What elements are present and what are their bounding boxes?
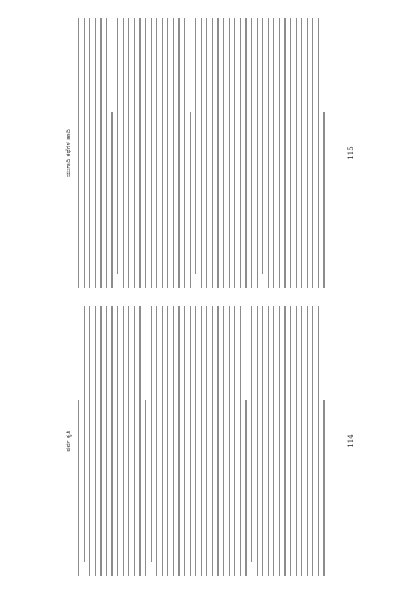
text-line bbox=[139, 18, 140, 288]
text-line bbox=[318, 306, 319, 576]
text-line bbox=[139, 306, 140, 576]
text-line bbox=[251, 306, 252, 562]
text-line bbox=[206, 306, 207, 576]
text-line bbox=[301, 18, 302, 288]
text-line bbox=[229, 18, 230, 288]
right-page bbox=[64, 18, 356, 288]
text-line bbox=[290, 306, 291, 576]
text-line bbox=[106, 306, 107, 576]
text-line bbox=[167, 18, 168, 288]
text-line bbox=[301, 306, 302, 576]
text-line bbox=[273, 18, 274, 288]
text-line bbox=[251, 18, 252, 288]
text-line bbox=[95, 18, 96, 288]
text-line bbox=[312, 18, 313, 288]
text-line bbox=[284, 306, 285, 576]
text-line bbox=[201, 18, 202, 288]
text-line bbox=[123, 306, 124, 576]
text-line bbox=[178, 306, 179, 576]
text-line bbox=[257, 306, 258, 576]
text-line bbox=[195, 306, 196, 576]
text-line bbox=[89, 18, 90, 288]
text-line bbox=[100, 306, 101, 576]
text-line bbox=[84, 18, 85, 288]
right-page-body-text bbox=[78, 18, 325, 288]
text-line bbox=[217, 306, 218, 576]
text-line bbox=[268, 18, 269, 288]
text-line bbox=[173, 18, 174, 288]
text-line bbox=[279, 18, 280, 288]
text-line bbox=[257, 18, 258, 288]
text-line bbox=[240, 18, 241, 288]
text-line bbox=[307, 18, 308, 288]
text-line bbox=[262, 306, 263, 576]
book-gutter bbox=[64, 289, 356, 305]
text-line bbox=[223, 306, 224, 576]
text-line bbox=[323, 401, 324, 577]
text-line bbox=[240, 306, 241, 576]
text-line bbox=[78, 18, 79, 288]
text-line bbox=[134, 306, 135, 576]
right-page-number: 115 bbox=[347, 146, 355, 160]
text-line bbox=[151, 18, 152, 288]
left-page-number: 114 bbox=[347, 434, 355, 448]
text-line bbox=[206, 18, 207, 288]
text-line bbox=[178, 18, 179, 288]
left-page bbox=[64, 306, 356, 576]
text-line bbox=[307, 306, 308, 576]
text-line bbox=[184, 18, 185, 288]
text-line bbox=[95, 306, 96, 576]
text-line bbox=[117, 306, 118, 576]
text-line bbox=[134, 18, 135, 288]
text-line bbox=[312, 306, 313, 576]
text-line bbox=[296, 18, 297, 288]
text-line bbox=[245, 401, 246, 577]
left-page-body-text bbox=[78, 306, 325, 576]
text-line bbox=[279, 306, 280, 576]
text-line bbox=[173, 306, 174, 576]
text-line bbox=[195, 18, 196, 274]
text-line bbox=[201, 306, 202, 576]
text-line bbox=[151, 306, 152, 562]
text-line bbox=[111, 113, 112, 289]
text-line bbox=[84, 306, 85, 562]
text-line bbox=[284, 18, 285, 288]
text-line bbox=[156, 18, 157, 288]
rotated-spread bbox=[64, 20, 356, 576]
text-line bbox=[128, 18, 129, 288]
text-line bbox=[190, 306, 191, 576]
text-line bbox=[117, 18, 118, 274]
text-line bbox=[162, 18, 163, 288]
text-line bbox=[273, 306, 274, 576]
text-line bbox=[323, 113, 324, 289]
text-line bbox=[212, 306, 213, 576]
text-line bbox=[234, 18, 235, 288]
text-line bbox=[217, 18, 218, 288]
text-line bbox=[156, 306, 157, 576]
text-line bbox=[262, 18, 263, 274]
text-line bbox=[229, 306, 230, 576]
text-line bbox=[100, 18, 101, 288]
text-line bbox=[162, 306, 163, 576]
text-line bbox=[89, 306, 90, 576]
text-line bbox=[106, 18, 107, 288]
text-line bbox=[145, 18, 146, 288]
text-line bbox=[111, 306, 112, 576]
text-line bbox=[184, 306, 185, 576]
text-line bbox=[268, 306, 269, 576]
text-line bbox=[223, 18, 224, 288]
right-running-head: ಯುಗಾದಿ ಕಥೆಗಳ ಹಾದಿ bbox=[65, 128, 72, 178]
text-line bbox=[128, 306, 129, 576]
text-line bbox=[212, 18, 213, 288]
text-line bbox=[123, 18, 124, 288]
text-line bbox=[190, 113, 191, 289]
text-line bbox=[318, 18, 319, 288]
text-line bbox=[234, 306, 235, 576]
text-line bbox=[245, 18, 246, 288]
text-line bbox=[296, 306, 297, 576]
text-line bbox=[167, 306, 168, 576]
text-line bbox=[145, 401, 146, 577]
text-line bbox=[290, 18, 291, 288]
left-running-head: ಪರ್ವ ಕೃತಿ bbox=[65, 430, 72, 452]
text-line bbox=[78, 401, 79, 577]
